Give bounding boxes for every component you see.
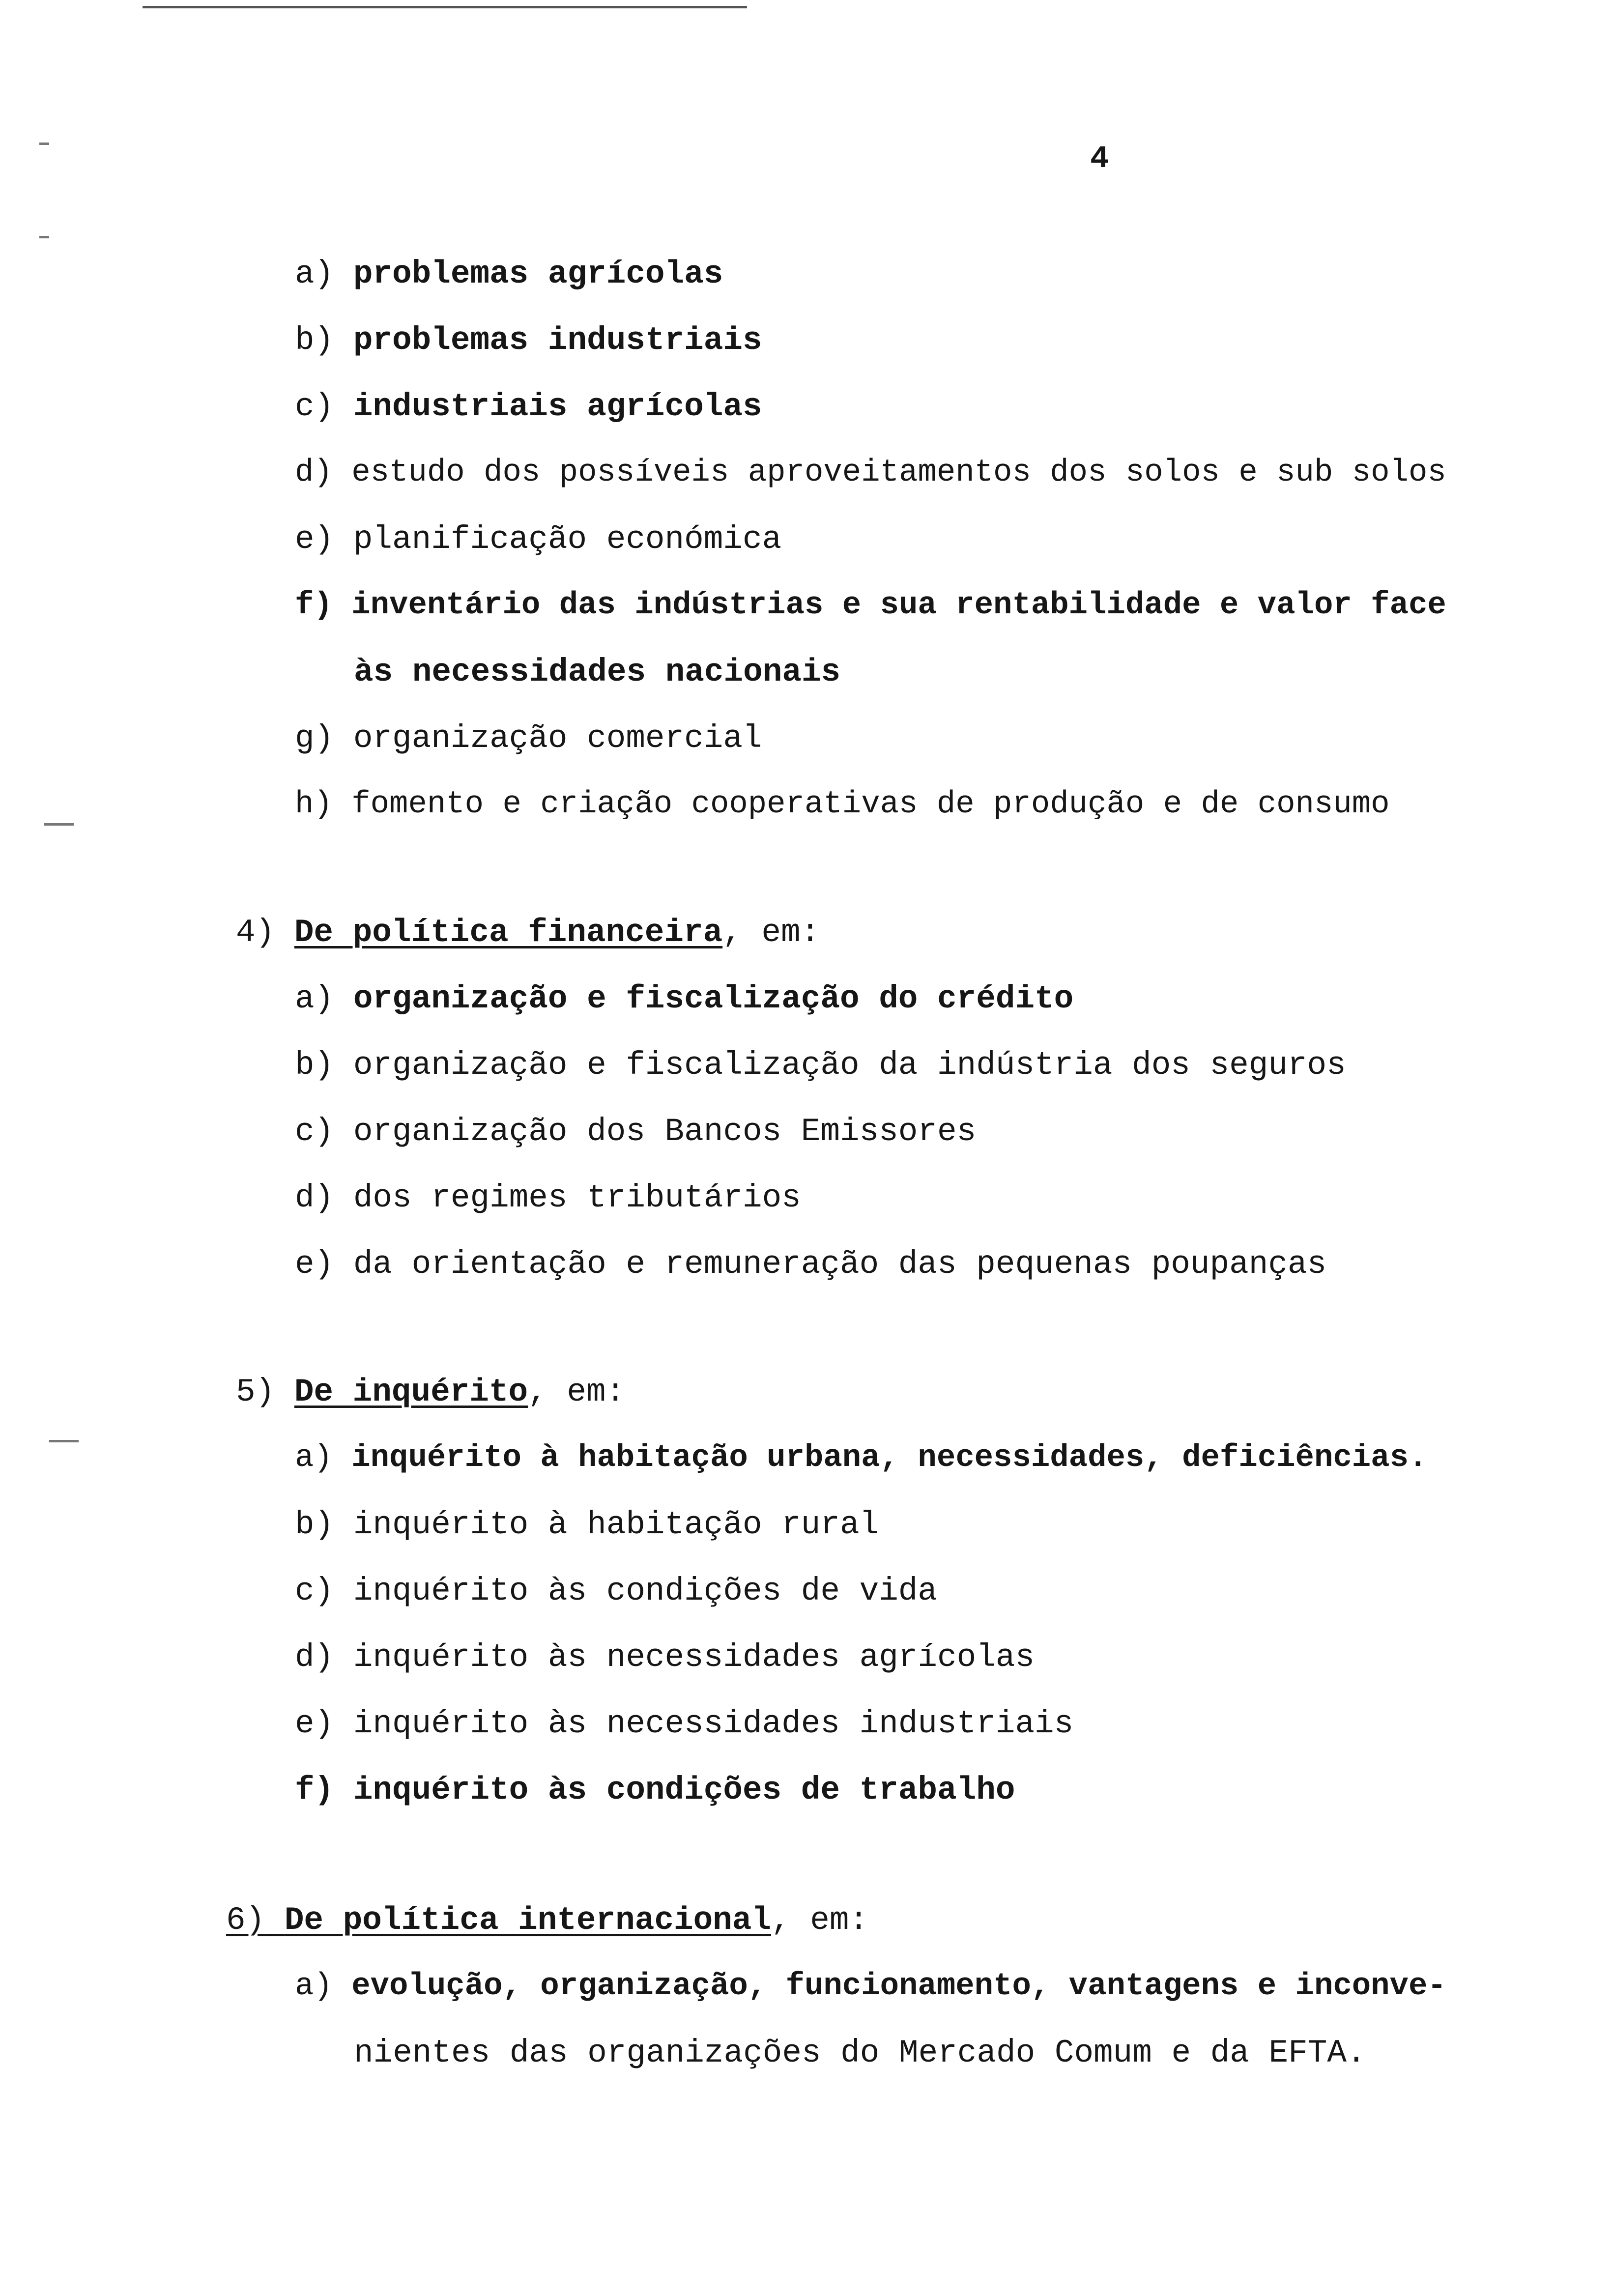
section-heading: 4) De política financeira, em: (236, 914, 820, 951)
list-item: e) da orientação e remuneração das pequenas poupanças (295, 1246, 1327, 1283)
list-item: e) inquérito às necessidades industriais (295, 1705, 1074, 1742)
list-item: d) inquérito às necessidades agrícolas (295, 1639, 1035, 1676)
list-item: às necessidades nacionais (354, 654, 841, 690)
list-item: c) inquérito às condições de vida (295, 1573, 938, 1609)
list-item: a) organização e fiscalização do crédito (295, 980, 1074, 1017)
list-item: d) dos regimes tributários (295, 1179, 801, 1216)
list-item: b) organização e fiscalização da indústria dos seguros (295, 1047, 1346, 1084)
list-item: a) problemas agrícolas (295, 256, 723, 292)
list-item: nientes das organizações do Mercado Comum e da EFTA. (354, 2035, 1366, 2071)
list-item: a) evolução, organização, funcionamento, vantagens e inconve- (295, 1969, 1446, 2004)
list-item: b) inquérito à habitação rural (295, 1506, 879, 1543)
margin-mark (39, 143, 49, 145)
list-item: a) inquérito à habitação urbana, necessidades, deficiências. (295, 1440, 1428, 1476)
list-item: f) inquérito às condições de trabalho (295, 1772, 1015, 1808)
list-item: d) estudo dos possíveis aproveitamentos dos solos e sub solos (295, 455, 1446, 490)
margin-mark (39, 236, 49, 238)
list-item: e) planificação económica (295, 521, 782, 558)
list-item: h) fomento e criação cooperativas de produção e de consumo (295, 787, 1390, 822)
list-item: b) problemas industriais (295, 322, 762, 359)
list-item: c) industriais agrícolas (295, 388, 762, 425)
list-item: f) inventário das indústrias e sua rentabilidade e valor face (295, 588, 1446, 623)
top-rule (143, 6, 747, 8)
section-heading: 6) De política internacional, em: (226, 1902, 869, 1939)
list-item: c) organização dos Bancos Emissores (295, 1113, 977, 1150)
margin-mark (44, 823, 74, 826)
margin-mark (49, 1440, 79, 1442)
page-number: 4 (1090, 142, 1109, 177)
section-heading: 5) De inquérito, em: (236, 1374, 626, 1410)
list-item: g) organização comercial (295, 720, 762, 757)
